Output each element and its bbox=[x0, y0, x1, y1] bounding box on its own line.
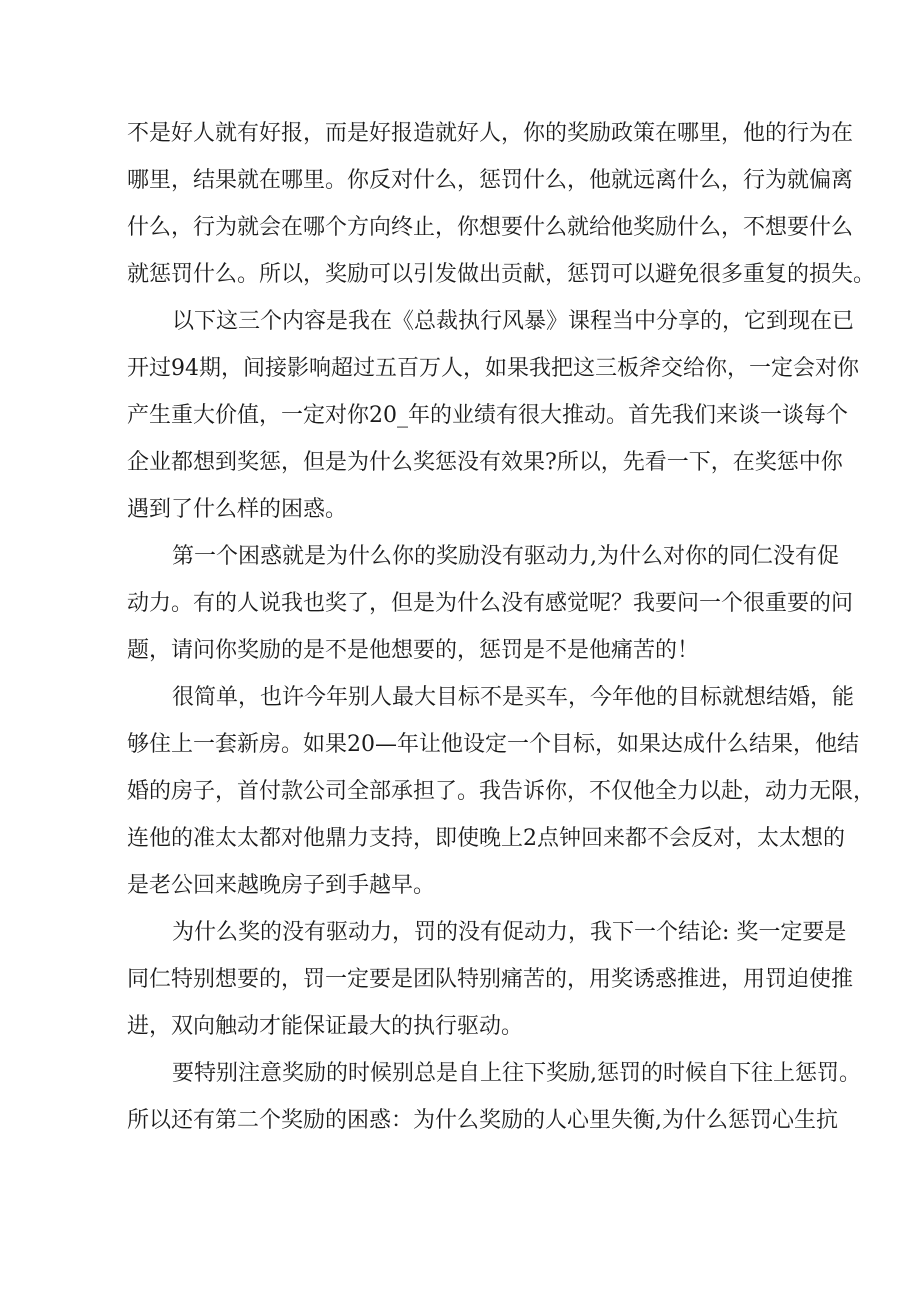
text-line: 题，请问你奖励的是不是他想要的，惩罚是不是他痛苦的！ bbox=[127, 638, 700, 663]
text-line: 第一个困惑就是为什么你的奖励没有驱动力,为什么对你的同仁没有促 bbox=[172, 544, 839, 569]
text-line: 是老公回来越晚房子到手越早。 bbox=[127, 873, 436, 898]
text-line: 以下这三个内容是我在《总裁执行风暴》课程当中分享的，它到现在已 bbox=[172, 309, 855, 334]
text-line: 同仁特别想要的，罚一定要是团队特别痛苦的，用奖诱惑推进，用罚迫使推 bbox=[127, 967, 854, 992]
text-line: 哪里，结果就在哪里。你反对什么，惩罚什么，他就远离什么，行为就偏离 bbox=[127, 168, 854, 193]
text-line: 动力。有的人说我也奖了，但是为什么没有感觉呢？我要问一个很重要的问 bbox=[127, 591, 854, 616]
text-line: 产生重大价值，一定对你20_年的业绩有很大推动。首先我们来谈一谈每个 bbox=[127, 403, 848, 428]
text-line: 婚的房子，首付款公司全部承担了。我告诉你，不仅他全力以赴，动力无限， bbox=[127, 779, 876, 804]
text-line: 所以还有第二个奖励的困惑：为什么奖励的人心里失衡,为什么惩罚心生抗 bbox=[127, 1108, 838, 1133]
text-line: 开过94期，间接影响超过五百万人，如果我把这三板斧交给你，一定会对你 bbox=[127, 356, 859, 381]
text-line: 为什么奖的没有驱动力，罚的没有促动力，我下一个结论: 奖一定要是 bbox=[172, 920, 847, 945]
text-line: 很简单，也许今年别人最大目标不是买车，今年他的目标就想结婚，能 bbox=[172, 685, 855, 710]
text-line: 就惩罚什么。所以，奖励可以引发做出贡献，惩罚可以避免很多重复的损失。 bbox=[127, 262, 876, 287]
text-line: 什么，行为就会在哪个方向终止，你想要什么就给他奖励什么，不想要什么 bbox=[127, 215, 854, 240]
paragraph bbox=[127, 909, 854, 1050]
text-line: 要特别注意奖励的时候别总是自上往下奖励,惩罚的时候自下往上惩罚。 bbox=[172, 1061, 861, 1086]
text-line: 遇到了什么样的困惑。 bbox=[127, 497, 348, 522]
paragraph bbox=[127, 674, 876, 909]
text-line: 够住上一套新房。如果20—年让他设定一个目标，如果达成什么结果，他结 bbox=[127, 732, 859, 757]
text-line: 进，双向触动才能保证最大的执行驱动。 bbox=[127, 1014, 524, 1039]
text-line: 企业都想到奖惩，但是为什么奖惩没有效果?所以，先看一下，在奖惩中你 bbox=[127, 450, 843, 475]
text-line: 连他的准太太都对他鼎力支持，即使晚上2点钟回来都不会反对，太太想的 bbox=[127, 826, 845, 851]
document-page bbox=[127, 110, 876, 1144]
paragraph bbox=[127, 533, 854, 674]
paragraph bbox=[127, 298, 859, 533]
paragraph bbox=[127, 1050, 861, 1144]
paragraph bbox=[127, 110, 876, 298]
text-line: 不是好人就有好报，而是好报造就好人，你的奖励政策在哪里，他的行为在 bbox=[127, 121, 854, 146]
